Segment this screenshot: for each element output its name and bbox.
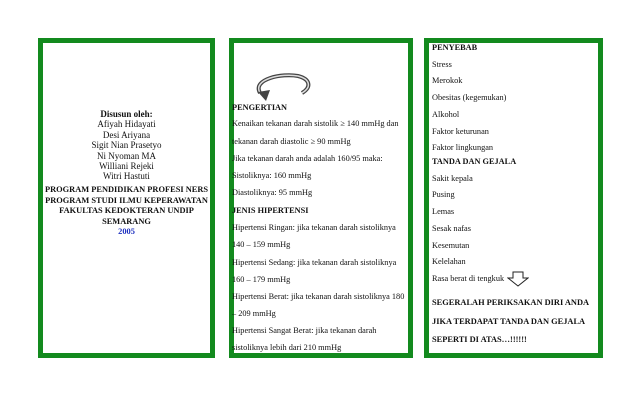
list-item: Rasa berat di tengkuk	[432, 273, 505, 283]
list-item: Kesemutan	[432, 240, 470, 250]
list-item: Lemas	[432, 207, 455, 217]
author-name: Afiyah Hidayati	[97, 119, 156, 130]
down-arrow-icon	[507, 271, 529, 287]
pengertian-line: tekanan darah diastolic ≥ 90 mmHg	[232, 137, 351, 146]
list-item: Faktor lingkungan	[432, 143, 494, 153]
jenis-line: Hipertensi Sedang: jika tekanan darah sistoliknya	[232, 258, 397, 267]
author-name: Sigit Nian Prasetyo	[91, 140, 162, 151]
author-name: Ni Nyoman MA	[97, 150, 156, 161]
publication-year: 2005	[118, 227, 135, 237]
jenis-title: JENIS HIPERTENSI	[232, 206, 309, 215]
jenis-line: 160 – 179 mmHg	[232, 275, 291, 284]
pengertian-line: Sistoliknya: 160 mmHg	[232, 171, 312, 180]
institution-line: PROGRAM PENDIDIKAN PROFESI NERS	[44, 185, 209, 194]
list-item: Sakit kepala	[432, 173, 473, 183]
authors-block	[43, 109, 210, 182]
definition-panel	[229, 38, 413, 358]
pengertian-line: Kenaikan tekanan darah sistolik ≥ 140 mmHg dan	[232, 119, 399, 128]
list-item: Sesak nafas	[432, 223, 471, 233]
jenis-line: – 209 mmHg	[232, 309, 276, 318]
jenis-line: Hipertensi Sangat Berat: jika tekanan darah	[232, 326, 377, 335]
list-item: Obesitas (kegemukan)	[432, 93, 507, 103]
warning-line: SEGERALAH PERIKSAKAN DIRI ANDA	[432, 298, 590, 307]
author-name: Williani Rejeki	[99, 161, 154, 172]
institution-line: SEMARANG	[102, 216, 151, 226]
pengertian-line: Jika tekanan darah anda adalah 160/95 maka:	[232, 154, 383, 163]
institution-line: PROGRAM STUDI ILMU KEPERAWATAN	[45, 195, 208, 205]
penyebab-section	[432, 40, 595, 157]
jenis-line: Hipertensi Berat: jika tekanan darah sistoliknya 180	[232, 292, 405, 301]
symptoms-panel	[424, 38, 603, 358]
list-item: Pusing	[432, 190, 455, 200]
pengertian-title: PENGERTIAN	[232, 103, 288, 112]
list-item: Faktor keturunan	[432, 126, 489, 136]
jenis-line: Hipertensi Ringan: jika tekanan darah sistoliknya	[232, 223, 396, 232]
warning-message	[432, 294, 595, 350]
gejala-section	[432, 154, 595, 288]
list-item: Merokok	[432, 76, 463, 86]
penyebab-title: PENYEBAB	[432, 43, 478, 52]
author-name: Witri Hastuti	[103, 171, 150, 182]
gejala-title: TANDA DAN GEJALA	[432, 157, 517, 166]
author-name: Desi Ariyana	[102, 129, 151, 140]
cover-panel	[38, 38, 215, 358]
pengertian-line: Diastoliknya: 95 mmHg	[232, 188, 313, 197]
list-item: Alkohol	[432, 109, 460, 119]
list-item: Kelelahan	[432, 257, 466, 267]
jenis-line: sistoliknya lebih dari 210 mmHg	[232, 343, 342, 352]
warning-line: JIKA TERDAPAT TANDA DAN GEJALA	[432, 316, 586, 326]
jenis-line: 140 – 159 mmHg	[232, 240, 291, 249]
warning-line: SEPERTI DI ATAS…!!!!!!	[432, 335, 527, 344]
list-item: Stress	[432, 59, 452, 69]
authors-header: Disusun oleh:	[100, 109, 153, 119]
institution-block	[39, 185, 214, 238]
institution-line: FAKULTAS KEDOKTERAN UNDIP	[59, 206, 194, 216]
